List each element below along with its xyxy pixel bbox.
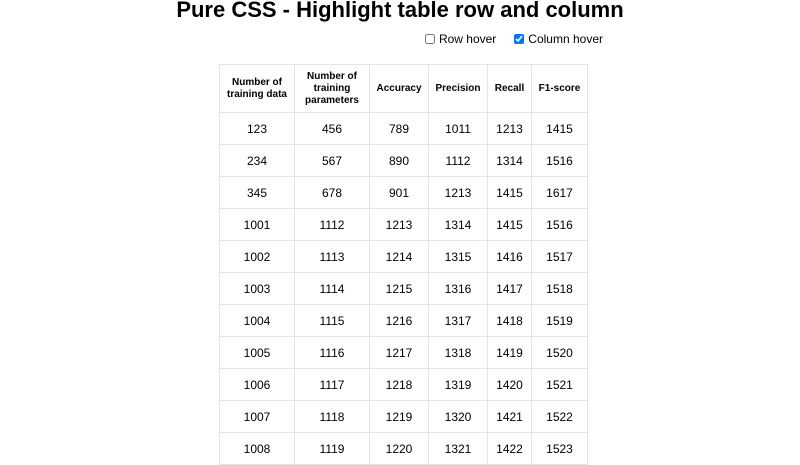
table-cell: 1119 bbox=[295, 433, 370, 465]
column-hover-option[interactable]: Column hover bbox=[514, 32, 603, 46]
table-row[interactable] bbox=[220, 241, 588, 273]
table-cell: 1518 bbox=[532, 273, 588, 305]
table-cell: 1217 bbox=[370, 337, 429, 369]
table-cell: 1417 bbox=[488, 273, 532, 305]
table-cell: 1001 bbox=[220, 209, 295, 241]
table-cell: 1213 bbox=[370, 209, 429, 241]
table-cell: 1318 bbox=[429, 337, 488, 369]
table-cell: 1516 bbox=[532, 145, 588, 177]
column-header: Number of training data bbox=[220, 65, 295, 113]
table-row[interactable] bbox=[220, 209, 588, 241]
table-cell: 1320 bbox=[429, 401, 488, 433]
table-row[interactable] bbox=[220, 305, 588, 337]
table-cell: 1007 bbox=[220, 401, 295, 433]
table-cell: 1112 bbox=[429, 145, 488, 177]
table-cell: 1419 bbox=[488, 337, 532, 369]
header-row bbox=[220, 65, 588, 113]
table-cell: 901 bbox=[370, 177, 429, 209]
table-cell: 890 bbox=[370, 145, 429, 177]
table-cell: 678 bbox=[295, 177, 370, 209]
table-cell: 1319 bbox=[429, 369, 488, 401]
table-cell: 1218 bbox=[370, 369, 429, 401]
table-cell: 1520 bbox=[532, 337, 588, 369]
table-cell: 1418 bbox=[488, 305, 532, 337]
table-cell: 1004 bbox=[220, 305, 295, 337]
table-cell: 1522 bbox=[532, 401, 588, 433]
table-row[interactable] bbox=[220, 433, 588, 465]
table-cell: 1422 bbox=[488, 433, 532, 465]
table-cell: 1118 bbox=[295, 401, 370, 433]
row-hover-checkbox[interactable] bbox=[425, 34, 435, 44]
page-title: Pure CSS - Highlight table row and column bbox=[176, 0, 624, 22]
table-cell: 1114 bbox=[295, 273, 370, 305]
table-cell: 1321 bbox=[429, 433, 488, 465]
table-cell: 1220 bbox=[370, 433, 429, 465]
table-cell: 1415 bbox=[532, 113, 588, 145]
table-cell: 789 bbox=[370, 113, 429, 145]
table-cell: 1213 bbox=[488, 113, 532, 145]
table-cell: 123 bbox=[220, 113, 295, 145]
column-header: Accuracy bbox=[370, 65, 429, 113]
table-cell: 1420 bbox=[488, 369, 532, 401]
table-cell: 567 bbox=[295, 145, 370, 177]
table-cell: 345 bbox=[220, 177, 295, 209]
table-row[interactable] bbox=[220, 337, 588, 369]
table-cell: 1008 bbox=[220, 433, 295, 465]
table-row[interactable] bbox=[220, 369, 588, 401]
table-cell: 1003 bbox=[220, 273, 295, 305]
column-header: F1-score bbox=[532, 65, 588, 113]
column-hover-checkbox[interactable] bbox=[514, 34, 524, 44]
table-cell: 1516 bbox=[532, 209, 588, 241]
table-cell: 1523 bbox=[532, 433, 588, 465]
table-cell: 234 bbox=[220, 145, 295, 177]
table-cell: 1317 bbox=[429, 305, 488, 337]
table-cell: 1314 bbox=[429, 209, 488, 241]
table-cell: 1617 bbox=[532, 177, 588, 209]
table-cell: 1113 bbox=[295, 241, 370, 273]
table-cell: 1421 bbox=[488, 401, 532, 433]
table-cell: 1219 bbox=[370, 401, 429, 433]
table-cell: 1316 bbox=[429, 273, 488, 305]
table-cell: 1416 bbox=[488, 241, 532, 273]
table-cell: 1415 bbox=[488, 177, 532, 209]
table-row[interactable] bbox=[220, 113, 588, 145]
table-cell: 1117 bbox=[295, 369, 370, 401]
table-cell: 1315 bbox=[429, 241, 488, 273]
hover-options bbox=[425, 32, 603, 46]
table-cell: 1517 bbox=[532, 241, 588, 273]
table-cell: 1005 bbox=[220, 337, 295, 369]
table-row[interactable] bbox=[220, 145, 588, 177]
table-cell: 1002 bbox=[220, 241, 295, 273]
table-row[interactable] bbox=[220, 177, 588, 209]
table-cell: 1314 bbox=[488, 145, 532, 177]
column-header: Recall bbox=[488, 65, 532, 113]
table-row[interactable] bbox=[220, 273, 588, 305]
data-table bbox=[219, 64, 588, 465]
table-row[interactable] bbox=[220, 401, 588, 433]
row-hover-option[interactable]: Row hover bbox=[425, 32, 496, 46]
table-cell: 1216 bbox=[370, 305, 429, 337]
table-cell: 1213 bbox=[429, 177, 488, 209]
column-header: Number of training parameters bbox=[295, 65, 370, 113]
table-cell: 1415 bbox=[488, 209, 532, 241]
table-cell: 1521 bbox=[532, 369, 588, 401]
table-cell: 1215 bbox=[370, 273, 429, 305]
table-cell: 1116 bbox=[295, 337, 370, 369]
table-cell: 1115 bbox=[295, 305, 370, 337]
table-cell: 1112 bbox=[295, 209, 370, 241]
table-cell: 456 bbox=[295, 113, 370, 145]
column-header: Precision bbox=[429, 65, 488, 113]
table-cell: 1214 bbox=[370, 241, 429, 273]
table-cell: 1519 bbox=[532, 305, 588, 337]
table-cell: 1011 bbox=[429, 113, 488, 145]
table-cell: 1006 bbox=[220, 369, 295, 401]
